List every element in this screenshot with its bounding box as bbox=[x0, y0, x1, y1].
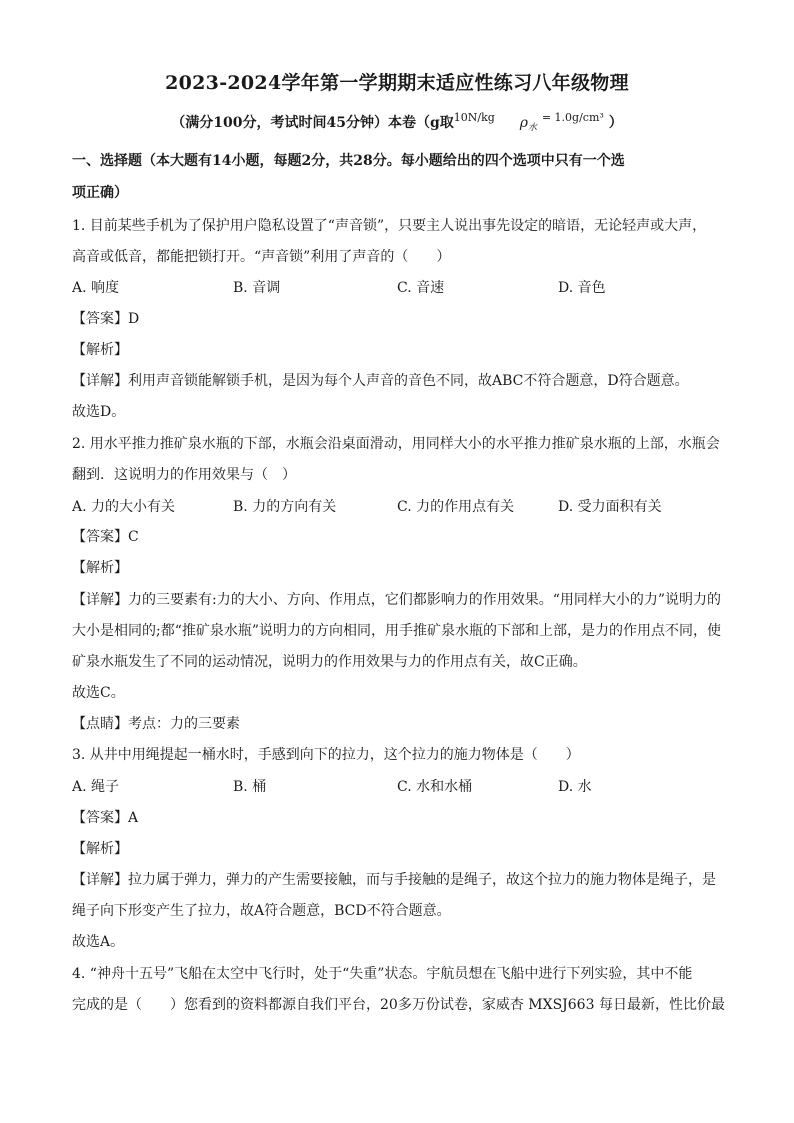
q3-text-line1: 3. 从井中用绳提起一桶水时，手感到向下的拉力，这个拉力的施力物体是（ ） bbox=[72, 747, 580, 763]
q1-detail: 【详解】利用声音锁能解锁手机，是因为每个人声音的音色不同，故ABC不符合题意，D符合题意。 bbox=[72, 373, 689, 389]
q2-conclusion: 故选C。 bbox=[72, 685, 125, 701]
q2-answer: 【答案】C bbox=[72, 529, 139, 545]
q3-answer: 【答案】A bbox=[72, 810, 139, 826]
q1-answer: 【答案】D bbox=[72, 311, 140, 327]
water-density-symbol bbox=[520, 115, 537, 131]
q3-option-b: B. 桶 bbox=[233, 779, 267, 795]
rho-symbol: ρ bbox=[519, 115, 528, 131]
q2-option-a: A. 力的大小有关 bbox=[72, 499, 176, 515]
q1-analysis: 【解析】 bbox=[72, 342, 128, 358]
q3-conclusion: 故选A。 bbox=[72, 934, 125, 950]
q4-text-line2: 完成的是（ ）您看到的资料都源自我们平台，20多万份试卷，家威杏 MXSJ663 每日最新，性比价最 bbox=[72, 997, 725, 1013]
q2-point: 【点睛】考点：力的三要素 bbox=[72, 716, 240, 732]
q1-option-c: C. 音速 bbox=[397, 280, 445, 296]
q1-option-a: A. 响度 bbox=[72, 280, 120, 296]
section-heading-line1: 一、选择题（本大题有14小题，每题2分，共28分。每小题给出的四个选项中只有一个选 bbox=[72, 153, 625, 169]
q4-text-line1: 4. “神舟十五号”飞船在太空中飞行时，处于“失重”状态。宇航员想在飞船中进行下列实验，其中不能 bbox=[72, 966, 693, 982]
gravity-value: 10N/kg bbox=[453, 111, 495, 124]
exam-info-end: ） bbox=[608, 115, 623, 131]
exam-info-main: （满分100分，考试时间45分钟）本卷（g取 bbox=[171, 115, 454, 131]
q3-analysis: 【解析】 bbox=[72, 841, 128, 857]
q3-option-a: A. 绳子 bbox=[72, 779, 120, 795]
q2-detail-line1: 【详解】力的三要素有:力的大小、方向、作用点，它们都影响力的作用效果。“用同样大小的力”说明力的 bbox=[72, 592, 722, 608]
q2-option-c: C. 力的作用点有关 bbox=[397, 499, 515, 515]
section-heading-line2: 项正确） bbox=[72, 185, 128, 201]
rho-subscript: 水 bbox=[527, 123, 537, 133]
q2-analysis: 【解析】 bbox=[72, 560, 128, 576]
q2-detail-line2: 大小是相同的;都“推矿泉水瓶”说明力的方向相同，用手推矿泉水瓶的下部和上部，是力的作用点不同，使 bbox=[72, 623, 722, 639]
q3-detail-line1: 【详解】拉力属于弹力，弹力的产生需要接触，而与手接触的是绳子，故这个拉力的施力物体是绳子，是 bbox=[72, 872, 716, 888]
q3-option-c: C. 水和水桶 bbox=[397, 779, 473, 795]
water-density-value: = 1.0g/cm³ bbox=[541, 111, 604, 124]
q2-option-d: D. 受力面积有关 bbox=[558, 499, 662, 515]
q1-text-line1: 1. 目前某些手机为了保护用户隐私设置了“声音锁”，只要主人说出事先设定的暗语，无论轻声或大声， bbox=[72, 218, 707, 234]
q1-option-b: B. 音调 bbox=[233, 280, 281, 296]
q2-text-line1: 2. 用水平推力推矿泉水瓶的下部，水瓶会沿桌面滑动，用同样大小的水平推力推矿泉水瓶的上部，水瓶会 bbox=[72, 436, 720, 452]
q3-detail-line2: 绳子向下形变产生了拉力，故A符合题意，BCD不符合题意。 bbox=[72, 903, 451, 919]
q3-option-d: D. 水 bbox=[558, 779, 592, 795]
q2-detail-line3: 矿泉水瓶发生了不同的运动情况，说明力的作用效果与力的作用点有关，故C正确。 bbox=[72, 654, 587, 670]
q2-option-b: B. 力的方向有关 bbox=[233, 499, 337, 515]
q2-text-line2: 翻到．这说明力的作用效果与（ ） bbox=[72, 467, 296, 483]
page-title: 2023-2024学年第一学期期末适应性练习八年级物理 bbox=[165, 72, 629, 94]
q1-text-line2: 高音或低音，都能把锁打开。“声音锁”利用了声音的（ ） bbox=[72, 249, 451, 265]
q1-conclusion: 故选D。 bbox=[72, 404, 126, 420]
exam-info bbox=[0, 112, 794, 132]
q1-option-d: D. 音色 bbox=[558, 280, 606, 296]
